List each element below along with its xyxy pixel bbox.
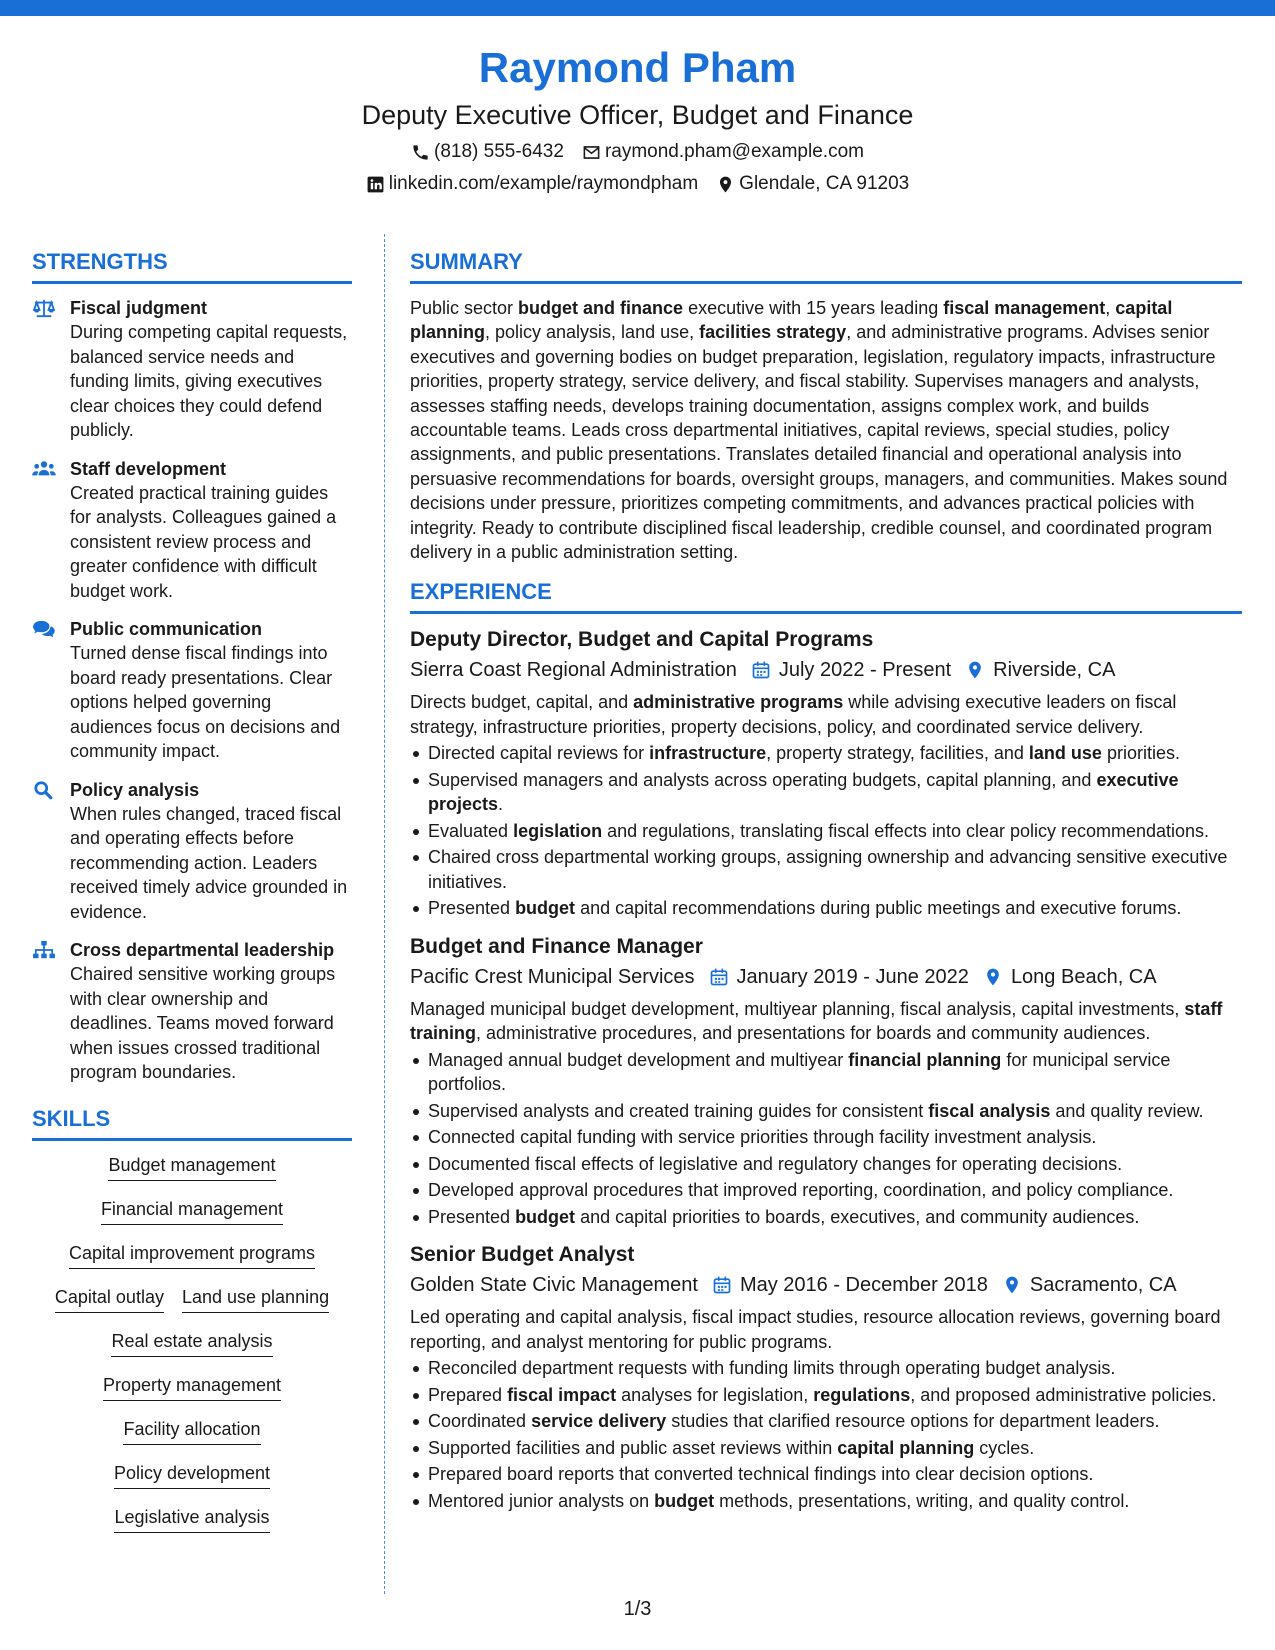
job-description-segment: while advising executive leaders on fiscal strategy, infrastructure priorities, property decisions, policy, and coordinated service delivery. (410, 692, 1177, 737)
job-description (410, 1305, 1242, 1354)
job-dates (751, 656, 951, 684)
phone-text: (818) 555-6432 (434, 141, 564, 162)
bullet-segment: methods, presentations, writing, and quality control. (714, 1490, 1130, 1511)
job-meta (410, 1271, 1242, 1299)
summary-segment: executive with 15 years leading (683, 298, 944, 318)
summary-text (410, 296, 1242, 564)
skill-row (103, 1373, 281, 1401)
job-bullet (410, 819, 1242, 844)
job-meta (410, 656, 1242, 684)
job-bullets (410, 1048, 1242, 1230)
job-bullet (410, 1125, 1242, 1150)
bullet-segment: Supported facilities and public asset reviews within (428, 1437, 838, 1458)
summary-segment: Public sector (410, 298, 519, 318)
contact-row-1 (0, 140, 1275, 164)
job-bullet (410, 1099, 1242, 1124)
bullet-segment: studies that clarified resource options for department leaders. (666, 1411, 1160, 1432)
job-description (410, 997, 1242, 1046)
job-location (983, 963, 1157, 991)
resume-header (0, 40, 1275, 196)
bold-job-description-segment: administrative programs (633, 692, 844, 713)
skill-tag: Capital improvement programs (69, 1241, 315, 1269)
linkedin-icon (366, 175, 385, 194)
bold-bullet-segment: infrastructure (649, 743, 767, 764)
strength-description: During competing capital requests, balanced service needs and funding limits, giving executives clear choices they could defend publicly. (70, 322, 348, 440)
strength-body (70, 778, 352, 925)
job-organization: Sierra Coast Regional Administration (410, 659, 737, 682)
bullet-segment: Documented fiscal effects of legislative and regulatory changes for operating decisions. (428, 1153, 1123, 1174)
envelope-icon (582, 143, 601, 162)
bullet-segment: Prepared board reports that converted technical findings into clear decision options. (428, 1464, 1094, 1485)
right-column (410, 248, 1242, 1525)
page-number: 1/3 (623, 1598, 652, 1620)
job-bullet (410, 845, 1242, 894)
phone-contact (411, 140, 564, 164)
job-dates-text: July 2022 - Present (778, 659, 952, 682)
bullet-segment: Presented (428, 1206, 516, 1227)
summary-heading: SUMMARY (410, 248, 1242, 284)
summary-segment: , policy analysis, land use, (485, 322, 700, 343)
bold-bullet-segment: regulations (813, 1384, 911, 1405)
job-bullet (410, 1356, 1242, 1381)
map-pin-icon (1002, 1275, 1022, 1295)
strength-item (32, 617, 352, 764)
job-bullet (410, 1178, 1242, 1203)
skill-row (114, 1505, 269, 1533)
strengths-heading: STRENGTHS (32, 248, 352, 284)
map-pin-icon (983, 967, 1003, 987)
bullet-segment: , and proposed administrative policies. (910, 1384, 1217, 1405)
strength-description: Created practical training guides for analysts. Colleagues gained a consistent review process and greater confidence with difficult budget work. (70, 482, 337, 601)
job-bullets (410, 1356, 1242, 1513)
job-title: Senior Budget Analyst (410, 1243, 635, 1267)
bullet-segment: Coordinated (428, 1411, 532, 1432)
job-bullet (410, 768, 1242, 817)
bullet-segment: Reconciled department requests with funding limits through operating budget analysis. (428, 1358, 1116, 1379)
job-bullet (410, 1489, 1242, 1514)
bold-summary-segment: fiscal management (943, 298, 1106, 318)
bold-summary-segment: facilities strategy (699, 322, 847, 343)
bullet-segment: , property strategy, facilities, and (766, 743, 1029, 764)
job-title: Budget and Finance Manager (410, 934, 703, 958)
skill-row (123, 1417, 260, 1445)
top-accent-bar (0, 0, 1275, 16)
comments-icon (32, 617, 70, 764)
bold-bullet-segment: service delivery (531, 1411, 667, 1432)
strength-title: Policy analysis (70, 779, 200, 800)
summary-segment: , (1105, 298, 1116, 318)
job-location-text: Long Beach, CA (1010, 965, 1157, 988)
job-description-segment: , administrative procedures, and presentations for boards and community audiences. (476, 1023, 1151, 1044)
bold-summary-segment: budget and finance (518, 298, 684, 318)
skill-row (69, 1241, 315, 1269)
bullet-segment: Mentored junior analysts on (428, 1490, 655, 1511)
strength-body (70, 617, 352, 764)
job-description-segment: Managed municipal budget development, multiyear planning, fiscal analysis, capital investments, (410, 998, 1185, 1019)
job-location (1002, 1271, 1177, 1299)
bullet-segment: Presented (428, 898, 516, 919)
bullet-segment: Supervised managers and analysts across operating budgets, capital planning, and (428, 769, 1097, 790)
skill-row (55, 1285, 329, 1313)
search-icon (32, 778, 70, 925)
map-pin-icon (716, 175, 735, 194)
job-bullet (410, 1383, 1242, 1408)
skill-tag: Legislative analysis (114, 1505, 269, 1533)
summary-segment: , and administrative programs. Advises senior executives and governing bodies on budget preparation, legislation, regulatory impacts, infrastructure priorities, property strategy, service delivery, and fiscal stability. Supervises managers and analysts, assesses staffing needs, develops training documentation, assigns complex work, and builds accountable teams. Leads cross departmental initiatives, capital reviews, special studies, policy assignments, and public presentations. Translates detailed financial and operational analysis into persuasive recommendations for boards, oversight groups, managers, and communities. Makes sound decisions under pressure, prioritizes competing commitments, and advances practical policies with integrity. Ready to contribute disciplined fiscal leadership, credible counsel, and coordinated program delivery in a public administration setting. (410, 322, 1228, 563)
map-pin-icon (965, 660, 985, 680)
bold-bullet-segment: legislation (513, 820, 603, 841)
column-divider (384, 234, 385, 1594)
bold-bullet-segment: land use (1028, 743, 1102, 764)
bullet-segment: Supervised analysts and created training guides for consistent (428, 1100, 929, 1121)
job-bullet (410, 1436, 1242, 1461)
calendar-icon (712, 1275, 732, 1295)
job-description (410, 690, 1242, 739)
job-dates-text: May 2016 - December 2018 (739, 1274, 988, 1297)
job-bullet (410, 1409, 1242, 1434)
candidate-name: Raymond Pham (478, 44, 797, 91)
skills-list (32, 1153, 352, 1549)
strength-description: Turned dense fiscal findings into board ready presentations. Clear options helped governing audiences focus on decisions and community impact. (70, 643, 341, 761)
bullet-segment: Managed annual budget development and multiyear (428, 1049, 849, 1070)
bold-bullet-segment: financial planning (848, 1049, 1002, 1070)
bold-summary-segment: capital planning (410, 298, 1173, 343)
skill-row (101, 1197, 283, 1225)
job-meta (410, 963, 1242, 991)
bold-bullet-segment: executive projects (428, 769, 1179, 815)
bullet-segment: Prepared (428, 1384, 508, 1405)
bullet-segment: . (498, 794, 504, 815)
left-column (32, 248, 352, 1549)
job-entry (410, 1241, 1242, 1513)
email-contact[interactable] (582, 140, 864, 164)
bold-bullet-segment: budget (515, 898, 576, 919)
job-entry (410, 626, 1242, 921)
bullet-segment: priorities. (1101, 743, 1180, 764)
sitemap-icon (32, 938, 70, 1085)
strength-body (70, 457, 352, 604)
job-organization: Golden State Civic Management (410, 1274, 698, 1297)
job-bullet (410, 896, 1242, 921)
job-location-text: Riverside, CA (993, 659, 1116, 682)
job-organization: Pacific Crest Municipal Services (410, 965, 695, 988)
job-bullet (410, 1462, 1242, 1487)
skill-tag: Capital outlay (55, 1285, 164, 1313)
bold-job-description-segment: staff training (410, 998, 1223, 1044)
bullet-segment: cycles. (974, 1437, 1035, 1458)
bold-bullet-segment: budget (654, 1490, 715, 1511)
jobs-list (410, 626, 1242, 1513)
strength-title: Staff development (70, 458, 227, 479)
job-description-segment: Directs budget, capital, and (410, 692, 634, 713)
skill-tag: Facility allocation (123, 1417, 260, 1445)
strength-item (32, 778, 352, 925)
bullet-segment: Directed capital reviews for (428, 743, 650, 764)
bullet-segment: Evaluated (428, 820, 514, 841)
email-text: raymond.pham@example.com (604, 141, 864, 162)
calendar-icon (709, 967, 729, 987)
strength-body (70, 296, 352, 443)
skill-tag: Land use planning (182, 1285, 329, 1313)
bold-bullet-segment: fiscal analysis (928, 1100, 1051, 1121)
job-location (965, 656, 1115, 684)
strength-title: Public communication (70, 619, 263, 639)
calendar-icon (751, 660, 771, 680)
candidate-title: Deputy Executive Officer, Budget and Finance (361, 100, 914, 130)
skill-tag: Policy development (114, 1461, 270, 1489)
skills-heading: SKILLS (32, 1105, 352, 1141)
strength-title: Fiscal judgment (70, 298, 208, 318)
job-dates (709, 963, 969, 991)
bullet-segment: and quality review. (1050, 1100, 1204, 1121)
bullet-segment: for municipal service portfolios. (428, 1049, 1171, 1095)
bullet-segment: Chaired cross departmental working groups, assigning ownership and advancing sensitive executive initiatives. (428, 847, 1228, 892)
bold-bullet-segment: capital planning (837, 1437, 975, 1458)
strength-item (32, 938, 352, 1085)
bullet-segment: and capital recommendations during public meetings and executive forums. (575, 898, 1182, 919)
job-description-segment: Led operating and capital analysis, fiscal impact studies, resource allocation reviews, governing board reporting, and analyst mentoring for public programs. (410, 1307, 1221, 1352)
location-contact (716, 172, 909, 196)
skill-tag: Property management (103, 1373, 281, 1401)
experience-heading: EXPERIENCE (410, 578, 1242, 614)
job-dates-text: January 2019 - June 2022 (736, 965, 969, 988)
bold-bullet-segment: fiscal impact (507, 1384, 617, 1405)
bullet-segment: and regulations, translating fiscal effects into clear policy recommendations. (602, 820, 1210, 841)
strength-description: When rules changed, traced fiscal and operating effects before recommending action. Leaders received timely advice grounded in evidence. (70, 803, 348, 922)
job-entry (410, 933, 1242, 1230)
job-location-text: Sacramento, CA (1029, 1274, 1177, 1297)
strengths-list (32, 296, 352, 1085)
bullet-segment: Developed approval procedures that improved reporting, coordination, and policy compliance. (428, 1180, 1174, 1201)
strength-body (70, 938, 352, 1085)
skill-row (111, 1329, 272, 1357)
job-bullet (410, 741, 1242, 766)
job-title: Deputy Director, Budget and Capital Programs (410, 628, 874, 652)
job-bullet (410, 1048, 1242, 1097)
scale-icon (32, 296, 70, 443)
location-text: Glendale, CA 91203 (739, 173, 910, 194)
job-bullet (410, 1205, 1242, 1230)
bold-bullet-segment: budget (515, 1206, 576, 1227)
linkedin-text: linkedin.com/example/raymondpham (388, 173, 699, 194)
skill-tag: Budget management (108, 1153, 275, 1181)
strength-title: Cross departmental leadership (70, 940, 335, 960)
contact-row-2 (0, 172, 1275, 196)
strength-description: Chaired sensitive working groups with clear ownership and deadlines. Teams moved forward when issues crossed traditional program boundaries. (70, 964, 336, 1082)
skill-row (108, 1153, 275, 1181)
linkedin-contact[interactable] (366, 172, 698, 196)
phone-icon (411, 143, 430, 162)
bullet-segment: analyses for legislation, (616, 1384, 814, 1405)
job-dates (712, 1271, 988, 1299)
job-bullets (410, 741, 1242, 921)
bullet-segment: and capital priorities to boards, executives, and community audiences. (575, 1206, 1140, 1227)
strength-item (32, 457, 352, 604)
bullet-segment: Connected capital funding with service priorities through facility investment analysis. (428, 1127, 1097, 1148)
strength-item (32, 296, 352, 443)
skill-tag: Real estate analysis (111, 1329, 272, 1357)
users-icon (32, 457, 70, 604)
skill-tag: Financial management (101, 1197, 283, 1225)
skill-row (114, 1461, 270, 1489)
job-bullet (410, 1152, 1242, 1177)
